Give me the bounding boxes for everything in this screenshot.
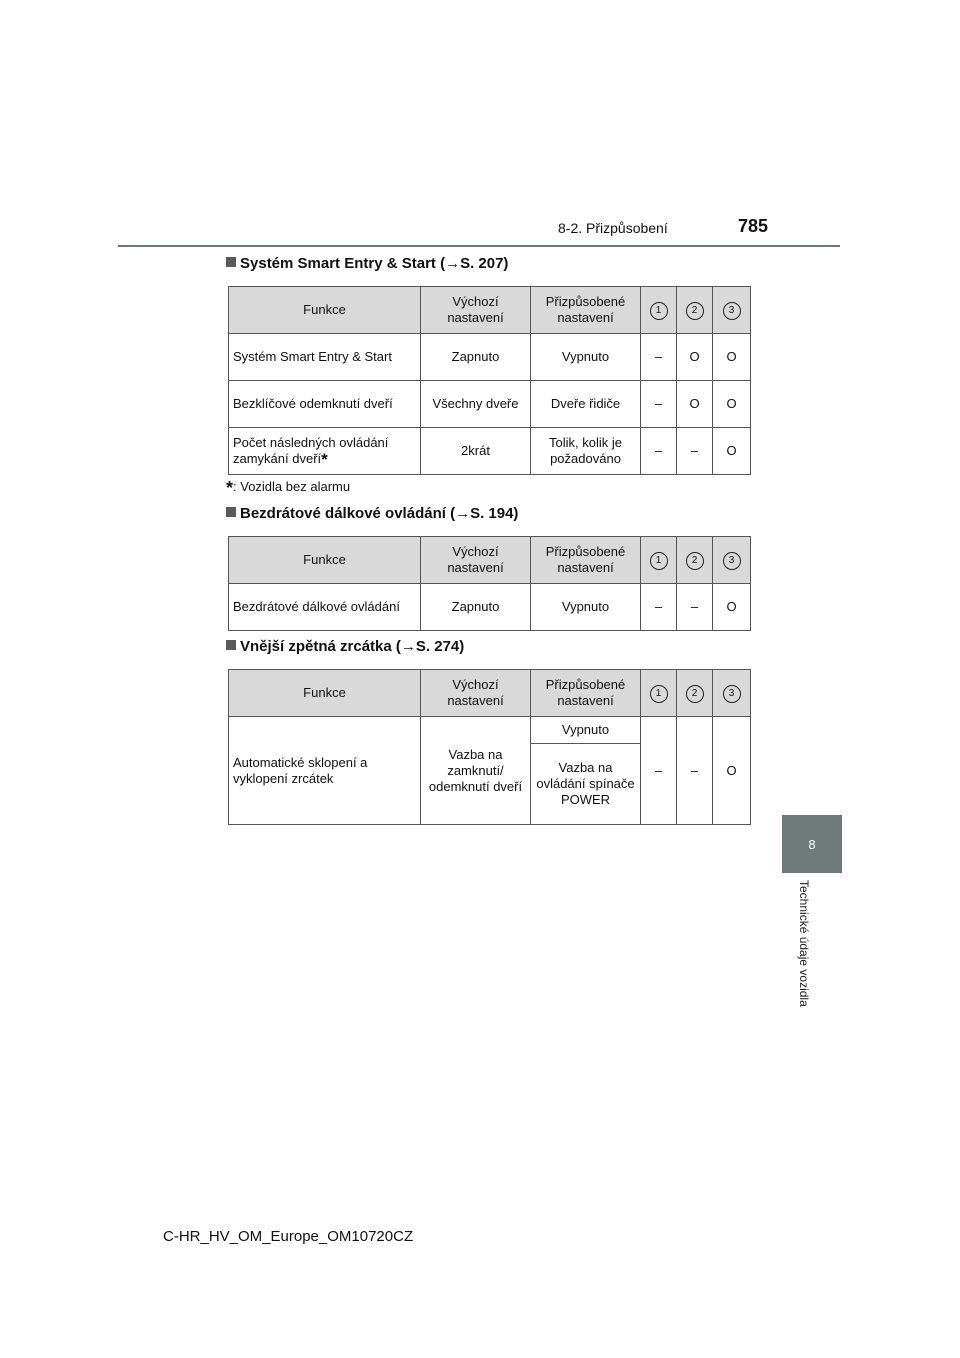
cell-vychozi: Vazba na zamknutí/ odemknutí dveří <box>421 717 531 825</box>
col-vychozi: Výchozí nastavení <box>421 670 531 717</box>
square-bullet-icon <box>226 507 236 517</box>
circle-number-icon: 1 <box>650 552 668 570</box>
footnote-text: : Vozidla bez alarmu <box>233 479 351 494</box>
cell-c1: – <box>641 381 677 428</box>
circle-number-icon: 2 <box>686 302 704 320</box>
cell-c2: – <box>677 584 713 631</box>
header-section-title: 8-2. Přizpůsobení <box>558 220 668 236</box>
cell-c1: – <box>641 334 677 381</box>
col-prizpusobene: Přizpůsobené nastavení <box>531 670 641 717</box>
col-1 <box>641 537 677 584</box>
cell-c2: – <box>677 717 713 825</box>
col-funkce: Funkce <box>229 537 421 584</box>
table-header-row <box>229 670 751 717</box>
table-mirrors <box>228 669 751 825</box>
cell-c3: O <box>713 428 751 475</box>
col-2 <box>677 287 713 334</box>
section2-heading-text: Bezdrátové dálkové ovládání (→S. 194) <box>240 505 519 522</box>
col-3 <box>713 287 751 334</box>
col-3 <box>713 670 751 717</box>
chapter-tab <box>782 815 842 873</box>
cell-vychozi: Všechny dveře <box>421 381 531 428</box>
col-vychozi: Výchozí nastavení <box>421 287 531 334</box>
table-row <box>229 584 751 631</box>
cell-funkce <box>229 428 421 475</box>
table-smart-entry <box>228 286 751 475</box>
table-header-row <box>229 537 751 584</box>
cell-c3: O <box>713 717 751 825</box>
cell-c2: O <box>677 381 713 428</box>
col-1 <box>641 670 677 717</box>
cell-c2: O <box>677 334 713 381</box>
circle-number-icon: 3 <box>723 685 741 703</box>
cell-vychozi: Zapnuto <box>421 584 531 631</box>
col-3 <box>713 537 751 584</box>
cell-prizpusobene: Vypnuto <box>531 334 641 381</box>
cell-c3: O <box>713 334 751 381</box>
cell-vychozi: 2krát <box>421 428 531 475</box>
circle-number-icon: 1 <box>650 685 668 703</box>
cell-prizpusobene-option-1: Vypnuto <box>531 717 641 744</box>
cell-funkce: Systém Smart Entry & Start <box>229 334 421 381</box>
square-bullet-icon <box>226 257 236 267</box>
cell-c1: – <box>641 428 677 475</box>
chapter-number: 8 <box>808 836 816 852</box>
col-1 <box>641 287 677 334</box>
square-bullet-icon <box>226 640 236 650</box>
cell-c3: O <box>713 381 751 428</box>
cell-prizpusobene-option-2: Vazba na ovládání spínače POWER <box>531 744 641 825</box>
table-header-row <box>229 287 751 334</box>
footnote-star: * <box>226 478 234 498</box>
circle-number-icon: 3 <box>723 552 741 570</box>
footnote-marker: * <box>321 449 328 469</box>
table-row <box>229 717 751 744</box>
cell-funkce: Bezdrátové dálkové ovládání <box>229 584 421 631</box>
cell-c1: – <box>641 584 677 631</box>
col-funkce: Funkce <box>229 287 421 334</box>
cell-prizpusobene: Vypnuto <box>531 584 641 631</box>
section3-heading <box>226 638 464 655</box>
cell-c1: – <box>641 717 677 825</box>
section1-heading-text: Systém Smart Entry & Start (→S. 207) <box>240 255 509 272</box>
cell-funkce: Automatické sklopení a vyklopení zrcátek <box>229 717 421 825</box>
table-remote <box>228 536 751 631</box>
col-vychozi: Výchozí nastavení <box>421 537 531 584</box>
col-2 <box>677 670 713 717</box>
col-prizpusobene: Přizpůsobené nastavení <box>531 537 641 584</box>
cell-c3: O <box>713 584 751 631</box>
col-funkce: Funkce <box>229 670 421 717</box>
circle-number-icon: 2 <box>686 552 704 570</box>
page-number: 785 <box>738 216 769 236</box>
section3-heading-text: Vnější zpětná zrcátka (→S. 274) <box>240 638 465 655</box>
section2-heading <box>226 505 518 522</box>
cell-funkce: Bezklíčové odemknutí dveří <box>229 381 421 428</box>
col-2 <box>677 537 713 584</box>
circle-number-icon: 2 <box>686 685 704 703</box>
chapter-label: Technické údaje vozidla <box>797 880 811 1007</box>
table-row <box>229 334 751 381</box>
col-prizpusobene: Přizpůsobené nastavení <box>531 287 641 334</box>
cell-funkce-text: Počet následných ovládání zamykání dveří <box>233 434 389 466</box>
cell-vychozi: Zapnuto <box>421 334 531 381</box>
circle-number-icon: 3 <box>723 302 741 320</box>
table-row <box>229 428 751 475</box>
footnote <box>226 478 350 499</box>
header-rule <box>118 245 840 247</box>
cell-prizpusobene: Dveře řidiče <box>531 381 641 428</box>
table-row <box>229 381 751 428</box>
cell-c2: – <box>677 428 713 475</box>
circle-number-icon: 1 <box>650 302 668 320</box>
footer-doc-id: C-HR_HV_OM_Europe_OM10720CZ <box>163 1228 414 1245</box>
cell-prizpusobene: Tolik, kolik je požadováno <box>531 428 641 475</box>
section1-heading <box>226 255 508 272</box>
